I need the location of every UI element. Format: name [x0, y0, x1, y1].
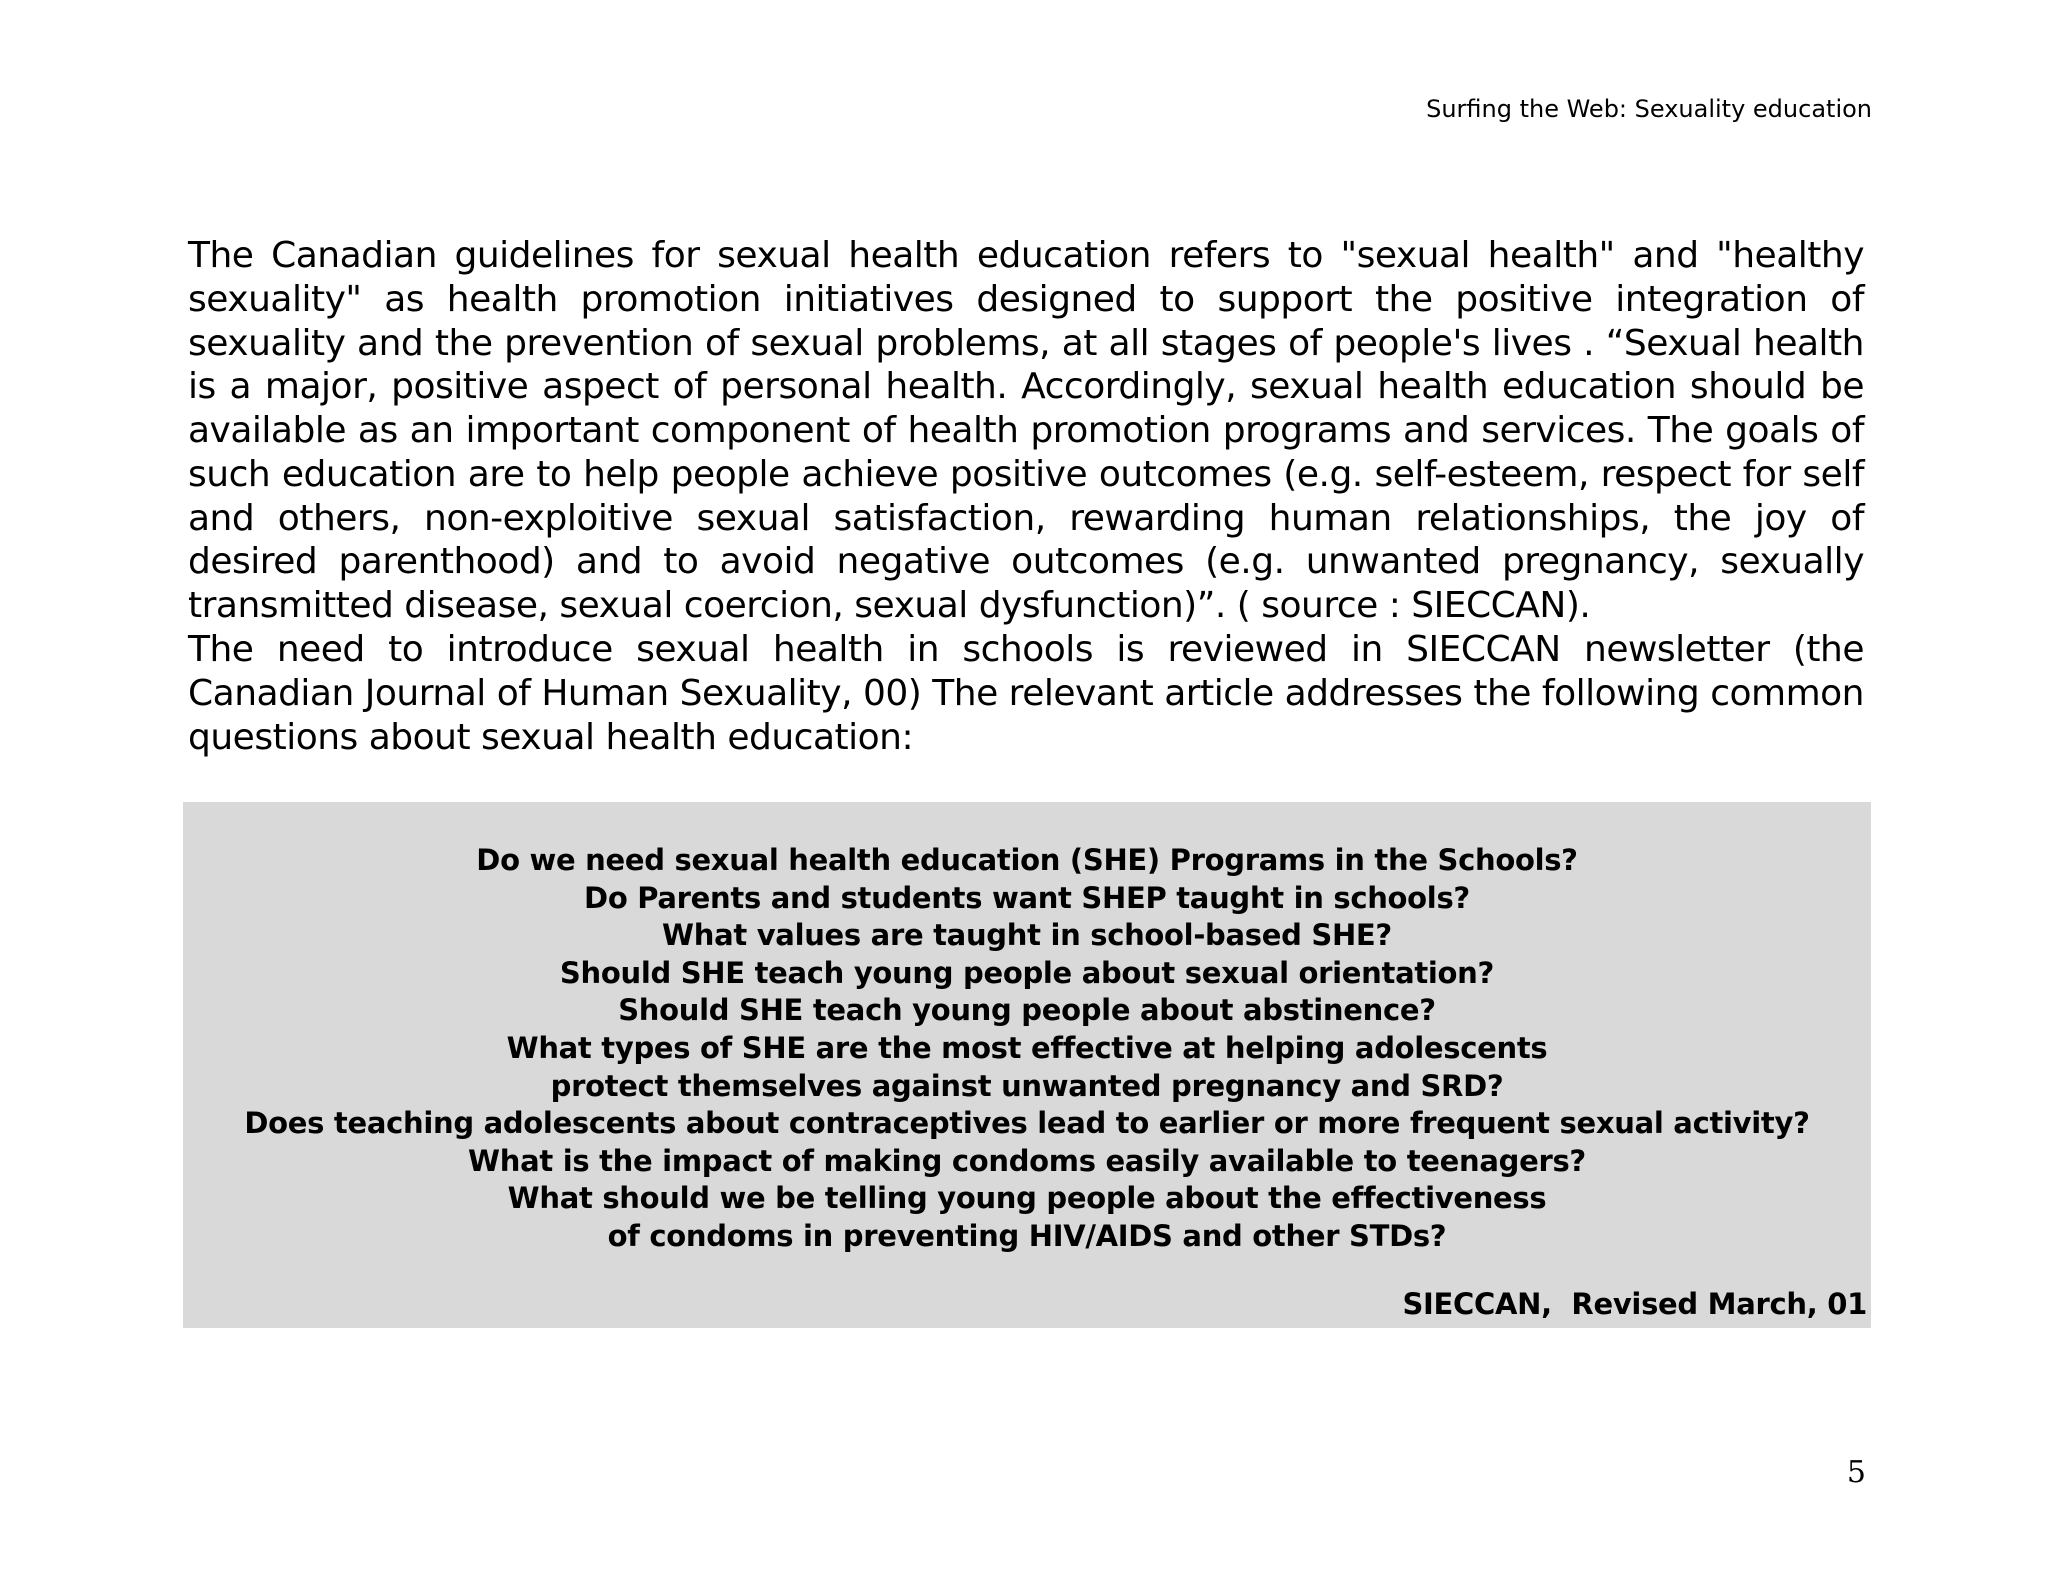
question-line: Does teaching adolescents about contraceptives lead to earlier or more frequent sexual activity? [244, 1106, 1810, 1141]
schools-paragraph: The need to introduce sexual health in schools is reviewed in SIECCAN newsletter (the Canadian Journal of Human Sexuality, 00) The relevant article addresses the following common questions about sexual health education: [188, 629, 1864, 758]
question-line: Should SHE teach young people about abstinence? [618, 993, 1436, 1028]
question-line: of condoms in preventing HIV/AIDS and other STDs? [607, 1218, 1447, 1253]
questions-box [183, 802, 1871, 1328]
question-line: Do we need sexual health education (SHE) Programs in the Schools? [476, 843, 1578, 877]
question-line: What should we be telling young people about the effectiveness [507, 1181, 1547, 1216]
question-line: Should SHE teach young people about sexual orientation? [559, 955, 1495, 990]
question-line: What types of SHE are the most effective at helping adolescents [506, 1030, 1548, 1065]
running-header: Surfing the Web: Sexuality education [1426, 95, 1872, 123]
question-line: What values are taught in school-based SHE? [662, 918, 1392, 953]
page-number: 5 [1846, 1455, 1866, 1490]
source-attribution: SIECCAN, Revised March, 01 [1402, 1287, 1867, 1321]
question-line: protect themselves against unwanted pregnancy and SRD? [550, 1068, 1504, 1103]
question-list [183, 842, 1871, 1256]
intro-paragraph: The Canadian guidelines for sexual health education refers to "sexual health" and "healthy sexuality" as health promotion initiatives designed to support the positive integration of sexuality and the prevention of sexual problems, at all stages of people's lives . “Sexual health is a major, positive aspect of personal health. Accordingly, sexual health education should be available as an important component of health promotion programs and services. The goals of such education are to help people achieve positive outcomes (e.g. self-esteem, respect for self and others, non-exploitive sexual satisfaction, rewarding human relationships, the joy of desired parenthood) and to avoid negative outcomes (e.g. unwanted pregnancy, sexually transmitted disease, sexual coercion, sexual dysfunction)”. ( source : SIECCAN). [188, 235, 1864, 626]
question-line: Do Parents and students want SHEP taught in schools? [584, 880, 1470, 915]
question-line: What is the impact of making condoms easily available to teenagers? [468, 1143, 1586, 1178]
